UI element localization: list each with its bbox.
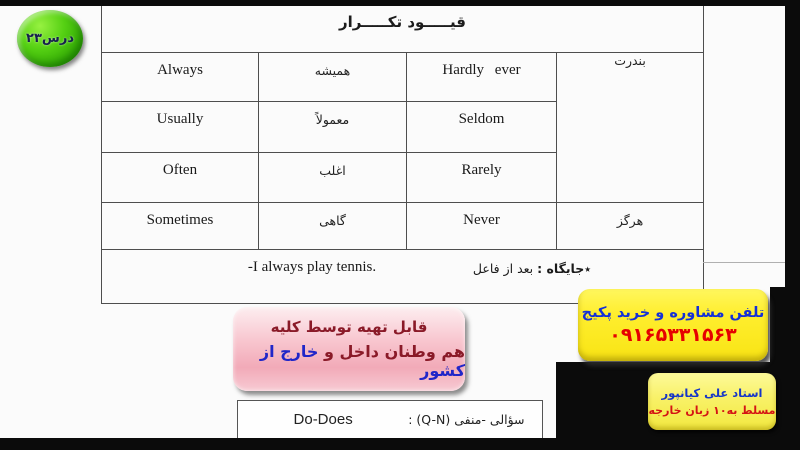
cell-never: Never [407, 203, 557, 250]
question-negative-label: سؤالی -منفی (Q-N) : [408, 412, 525, 427]
lesson-badge-label: درس۲۳ [26, 31, 74, 46]
table-title: قیـــــود تکـــــرار [102, 4, 704, 53]
cell-sometimes: Sometimes [102, 203, 259, 250]
phone-box-title: تلفن مشاوره و خرید پکیج [581, 304, 765, 321]
teacher-skill: مسلط به۱۰ زبان خارجه [648, 404, 776, 417]
bottom-black-bar [0, 438, 800, 450]
position-note-label: ٭جایگاه : [537, 261, 592, 276]
right-black-bar [785, 0, 800, 450]
promo-box [233, 307, 465, 391]
frequency-table [101, 3, 704, 304]
cell-hamisheh: همیشه [259, 53, 407, 102]
example-sentence: -I always play tennis. [247, 259, 377, 275]
cell-always: Always [102, 53, 259, 102]
phone-box [578, 289, 768, 361]
position-note-value: بعد از فاعل [472, 261, 534, 276]
cell-often: Often [102, 153, 259, 203]
phone-number: ۰۹۱۶۵۳۳۱۵۶۳ [609, 323, 737, 346]
promo-line2-blue: خارج از کشور [259, 342, 465, 380]
lesson-badge [17, 10, 83, 67]
cell-rarely: Rarely [407, 153, 557, 203]
question-negative-box [237, 400, 543, 439]
cell-gahi: گاهی [259, 203, 407, 250]
cell-usually: Usually [102, 102, 259, 153]
cell-bondrat-merged: بندرت [557, 53, 704, 203]
do-does-label: Do-Does [293, 411, 353, 428]
cell-mamulan: معمولاً [259, 102, 407, 153]
teacher-name: استاد علی کیانپور [661, 386, 763, 400]
top-black-bar [0, 0, 800, 6]
promo-line2-dark: هم وطنان داخل و [318, 342, 465, 361]
cell-hardly-ever: Hardly ever [407, 53, 557, 102]
promo-line1: قابل تهیه توسط کلیه [270, 318, 428, 336]
teacher-box [648, 373, 776, 430]
cell-seldom: Seldom [407, 102, 557, 153]
horizontal-divider-line [703, 262, 786, 263]
promo-line2 [233, 342, 465, 380]
position-note [432, 261, 632, 276]
cell-aghlab: اغلب [259, 153, 407, 203]
cell-hargez: هرگز [557, 203, 704, 250]
